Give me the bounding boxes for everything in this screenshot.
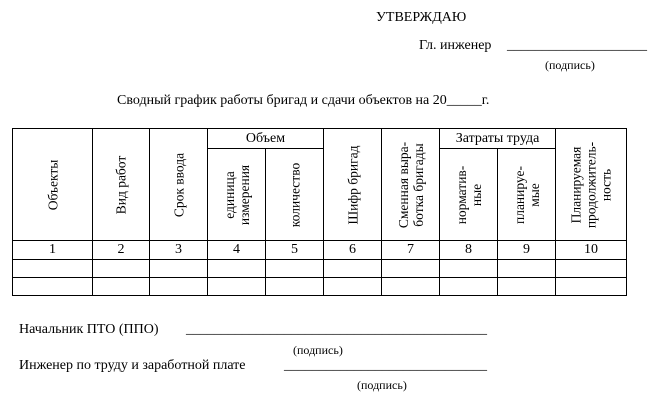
table-cell[interactable] (93, 260, 150, 278)
header-deadline: Срок ввода (150, 129, 208, 241)
table-cell[interactable] (150, 260, 208, 278)
table-cell[interactable] (266, 278, 324, 296)
column-number: 1 (13, 241, 93, 260)
column-number: 2 (93, 241, 150, 260)
approval-signature-caption: (подпись) (545, 58, 595, 72)
header-quantity: количество (266, 149, 324, 241)
pto-signature-line: ___________________________________________ (186, 322, 487, 337)
table-cell[interactable] (382, 260, 440, 278)
table-cell[interactable] (498, 278, 556, 296)
header-objects: Объекты (13, 129, 93, 241)
table-cell[interactable] (556, 278, 627, 296)
column-number: 10 (556, 241, 627, 260)
table-cell[interactable] (440, 278, 498, 296)
column-number: 5 (266, 241, 324, 260)
labor-signature-caption: (подпись) (357, 378, 407, 392)
approval-title: УТВЕРЖДАЮ (376, 10, 467, 25)
header-shift-output: Сменная выра- ботка бригады (382, 129, 440, 241)
header-labor-group: Затраты труда (440, 129, 556, 149)
pto-label: Начальник ПТО (ППО) (19, 322, 159, 337)
header-planned-duration: Планируемая продолжитель- ность (556, 129, 627, 241)
column-number: 9 (498, 241, 556, 260)
table-row (13, 260, 627, 278)
column-number: 3 (150, 241, 208, 260)
schedule-table (12, 128, 627, 296)
header-normative: норматив- ные (440, 149, 498, 241)
table-cell[interactable] (498, 260, 556, 278)
table-cell[interactable] (13, 278, 93, 296)
table-cell[interactable] (150, 278, 208, 296)
header-volume-group: Объем (208, 129, 324, 149)
labor-signature-line: _____________________________ (284, 358, 487, 373)
table-cell[interactable] (93, 278, 150, 296)
column-number: 7 (382, 241, 440, 260)
header-unit: единица измерения (208, 149, 266, 241)
header-work-type: Вид работ (93, 129, 150, 241)
column-number: 6 (324, 241, 382, 260)
table-cell[interactable] (324, 260, 382, 278)
table-cell[interactable] (266, 260, 324, 278)
document-title: Сводный график работы бригад и сдачи объектов на 20_____г. (117, 93, 490, 108)
approval-signature-line: ____________________ (507, 38, 647, 53)
table-cell[interactable] (440, 260, 498, 278)
table-cell[interactable] (556, 260, 627, 278)
approval-signer-label: Гл. инженер (419, 38, 492, 53)
table-cell[interactable] (208, 260, 266, 278)
column-number: 8 (440, 241, 498, 260)
table-cell[interactable] (208, 278, 266, 296)
table-cell[interactable] (13, 260, 93, 278)
column-number-row (13, 241, 627, 260)
table-row (13, 278, 627, 296)
header-brigade-code: Шифр бригад (324, 129, 382, 241)
table-cell[interactable] (382, 278, 440, 296)
column-number: 4 (208, 241, 266, 260)
pto-signature-caption: (подпись) (293, 343, 343, 357)
table-cell[interactable] (324, 278, 382, 296)
labor-engineer-label: Инженер по труду и заработной плате (19, 358, 246, 373)
header-planned: планируе- мые (498, 149, 556, 241)
